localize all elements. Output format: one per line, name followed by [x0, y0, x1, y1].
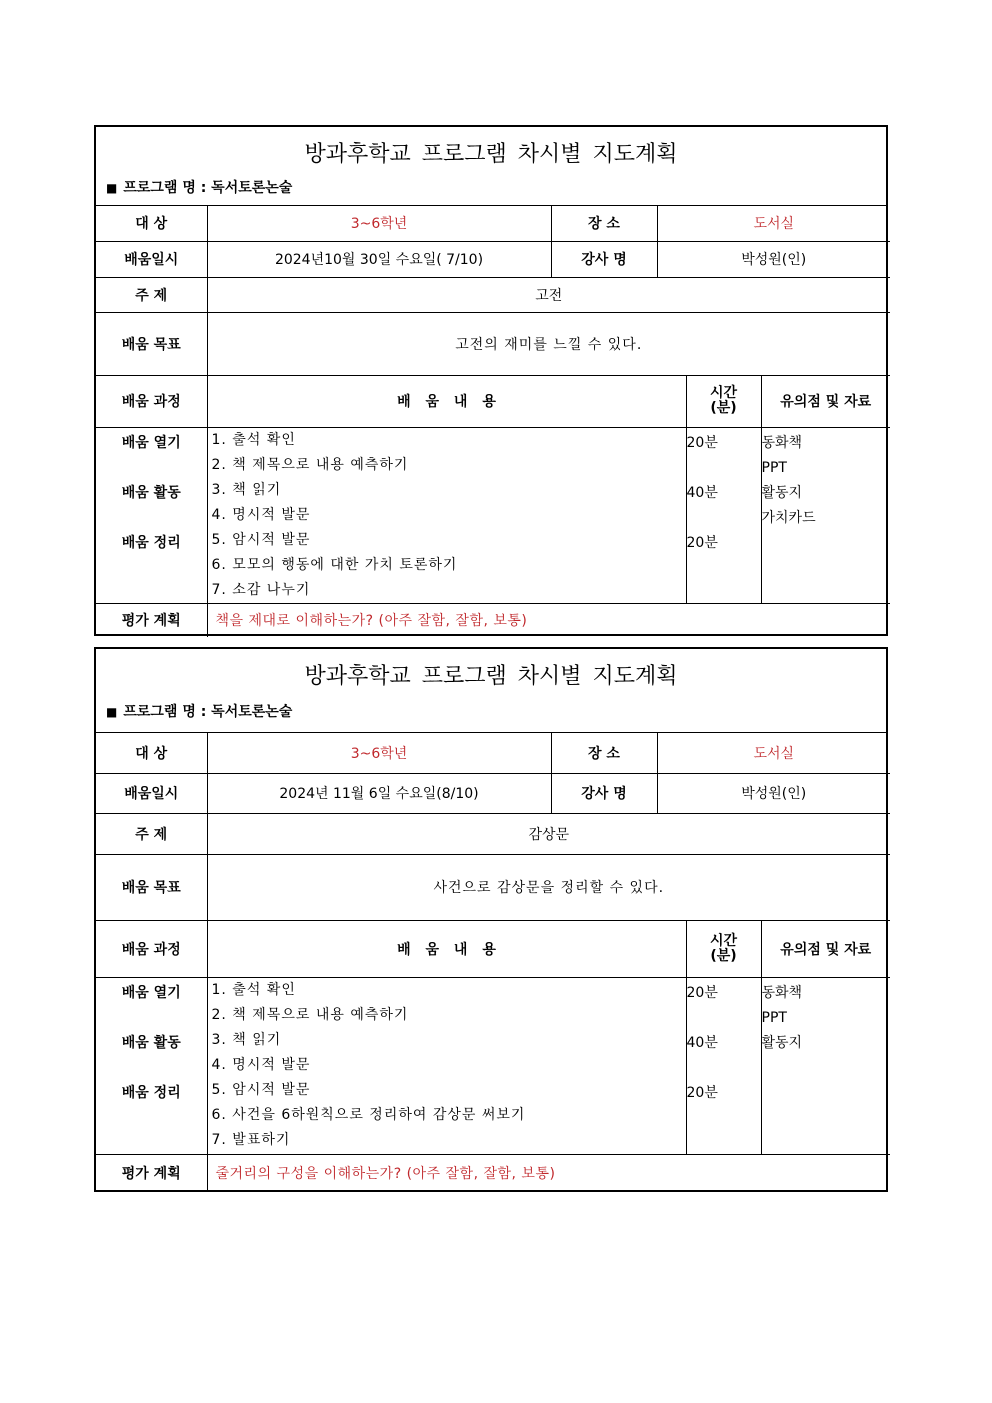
list-item: 6. 사건을 6하원칙으로 정리하여 감상문 써보기	[211, 1106, 526, 1123]
row-topic	[96, 277, 890, 312]
stage-close: 배움 정리	[121, 1084, 181, 1101]
list-item: 1. 출석 확인	[211, 431, 296, 448]
stage-open: 배움 열기	[121, 434, 181, 451]
plan-title: 방과후학교 프로그램 차시별 지도계획	[304, 664, 678, 689]
stage-activity: 배움 활동	[121, 1034, 181, 1051]
date-value: 2024년10월 30일 수요일( 7/10)	[207, 241, 551, 277]
material-item: 동화책	[761, 984, 803, 1001]
time-activity: 40분	[686, 484, 718, 501]
topic-label: 주 제	[96, 813, 207, 854]
list-item: 3. 책 읽기	[211, 481, 282, 498]
time-label-top: 시간	[709, 385, 738, 401]
eval-value: 책을 제대로 이해하는가? (아주 잘함, 잘함, 보통)	[207, 603, 890, 637]
time-label-bottom: (분)	[710, 947, 737, 964]
date-label: 배움일시	[96, 241, 207, 277]
stage-open: 배움 열기	[121, 984, 181, 1001]
place-label: 장 소	[551, 206, 657, 241]
list-item: 5. 암시적 발문	[211, 1081, 311, 1098]
list-item: 5. 암시적 발문	[211, 531, 311, 548]
content-label: 배 움 내 용	[207, 920, 686, 977]
row-date	[96, 773, 890, 813]
list-item: 2. 책 제목으로 내용 예측하기	[211, 456, 409, 473]
instructor-value: 박성원(인)	[657, 241, 890, 277]
goal-value: 사건으로 감상문을 정리할 수 있다.	[207, 854, 890, 920]
process-label: 배움 과정	[96, 920, 207, 977]
place-value: 도서실	[657, 206, 890, 241]
material-item: 활동지	[761, 484, 803, 501]
row-process-header	[96, 375, 890, 427]
list-item: 4. 명시적 발문	[211, 1056, 311, 1073]
materials-label: 유의점 및 자료	[761, 375, 890, 427]
program-name-text: 프로그램 명 : 독서토론논술	[123, 180, 293, 196]
place-label: 장 소	[551, 733, 657, 773]
row-evaluation	[96, 603, 890, 637]
list-item: 4. 명시적 발문	[211, 506, 311, 523]
eval-value: 줄거리의 구성을 이해하는가? (아주 잘함, 잘함, 보통)	[207, 1154, 890, 1191]
goal-value: 고전의 재미를 느낄 수 있다.	[207, 312, 890, 375]
time-close: 20분	[686, 1084, 718, 1101]
row-process	[96, 427, 890, 603]
time-label	[686, 375, 761, 427]
time-close: 20분	[686, 534, 718, 551]
list-item: 7. 발표하기	[211, 1131, 291, 1148]
row-goal	[96, 312, 890, 375]
materials-column	[761, 977, 890, 1154]
material-item: PPT	[761, 1009, 787, 1026]
time-column	[686, 977, 761, 1154]
instructor-label: 강사 명	[551, 773, 657, 813]
time-open: 20분	[686, 984, 718, 1001]
target-label: 대 상	[96, 206, 207, 241]
process-label: 배움 과정	[96, 375, 207, 427]
time-column	[686, 427, 761, 603]
program-name	[106, 177, 292, 197]
square-bullet-icon: ■	[106, 705, 118, 719]
lesson-plan-1	[94, 125, 888, 636]
goal-label: 배움 목표	[96, 854, 207, 920]
instructor-label: 강사 명	[551, 241, 657, 277]
materials-column	[761, 427, 890, 603]
row-target	[96, 733, 890, 773]
topic-value: 감상문	[207, 813, 890, 854]
target-label: 대 상	[96, 733, 207, 773]
plan-table	[96, 206, 890, 637]
plan-table	[96, 733, 890, 1191]
row-target	[96, 206, 890, 241]
plan-header	[96, 649, 886, 733]
topic-label: 주 제	[96, 277, 207, 312]
target-value: 3~6학년	[207, 733, 551, 773]
date-value: 2024년 11월 6일 수요일(8/10)	[207, 773, 551, 813]
content-column	[207, 977, 686, 1154]
time-label	[686, 920, 761, 977]
row-process	[96, 977, 890, 1154]
row-topic	[96, 813, 890, 854]
time-label-bottom: (분)	[710, 400, 737, 416]
eval-label: 평가 계획	[96, 1154, 207, 1191]
row-date	[96, 241, 890, 277]
materials-label: 유의점 및 자료	[761, 920, 890, 977]
material-item: PPT	[761, 459, 787, 476]
plan-header	[96, 127, 886, 206]
stage-close: 배움 정리	[121, 534, 181, 551]
list-item: 7. 소감 나누기	[211, 581, 311, 598]
program-name-text: 프로그램 명 : 독서토론논술	[123, 704, 293, 720]
content-label: 배 움 내 용	[207, 375, 686, 427]
instructor-value: 박성원(인)	[657, 773, 890, 813]
goal-label: 배움 목표	[96, 312, 207, 375]
list-item: 1. 출석 확인	[211, 981, 296, 998]
place-value: 도서실	[657, 733, 890, 773]
plan-title: 방과후학교 프로그램 차시별 지도계획	[304, 142, 678, 167]
topic-value: 고전	[207, 277, 890, 312]
program-name	[106, 701, 292, 721]
list-item: 3. 책 읽기	[211, 1031, 282, 1048]
material-item: 가치카드	[761, 509, 816, 526]
stage-column	[96, 977, 207, 1154]
row-goal	[96, 854, 890, 920]
lesson-plan-2	[94, 647, 888, 1192]
time-label-top: 시간	[709, 932, 738, 949]
material-item: 활동지	[761, 1034, 803, 1051]
target-value: 3~6학년	[207, 206, 551, 241]
material-item: 동화책	[761, 434, 803, 451]
eval-label: 평가 계획	[96, 603, 207, 637]
square-bullet-icon: ■	[106, 181, 118, 195]
row-process-header	[96, 920, 890, 977]
time-activity: 40분	[686, 1034, 718, 1051]
list-item: 2. 책 제목으로 내용 예측하기	[211, 1006, 409, 1023]
content-column	[207, 427, 686, 603]
row-evaluation	[96, 1154, 890, 1191]
stage-column	[96, 427, 207, 603]
stage-activity: 배움 활동	[121, 484, 181, 501]
date-label: 배움일시	[96, 773, 207, 813]
time-open: 20분	[686, 434, 718, 451]
list-item: 6. 모모의 행동에 대한 가치 토론하기	[211, 556, 458, 573]
